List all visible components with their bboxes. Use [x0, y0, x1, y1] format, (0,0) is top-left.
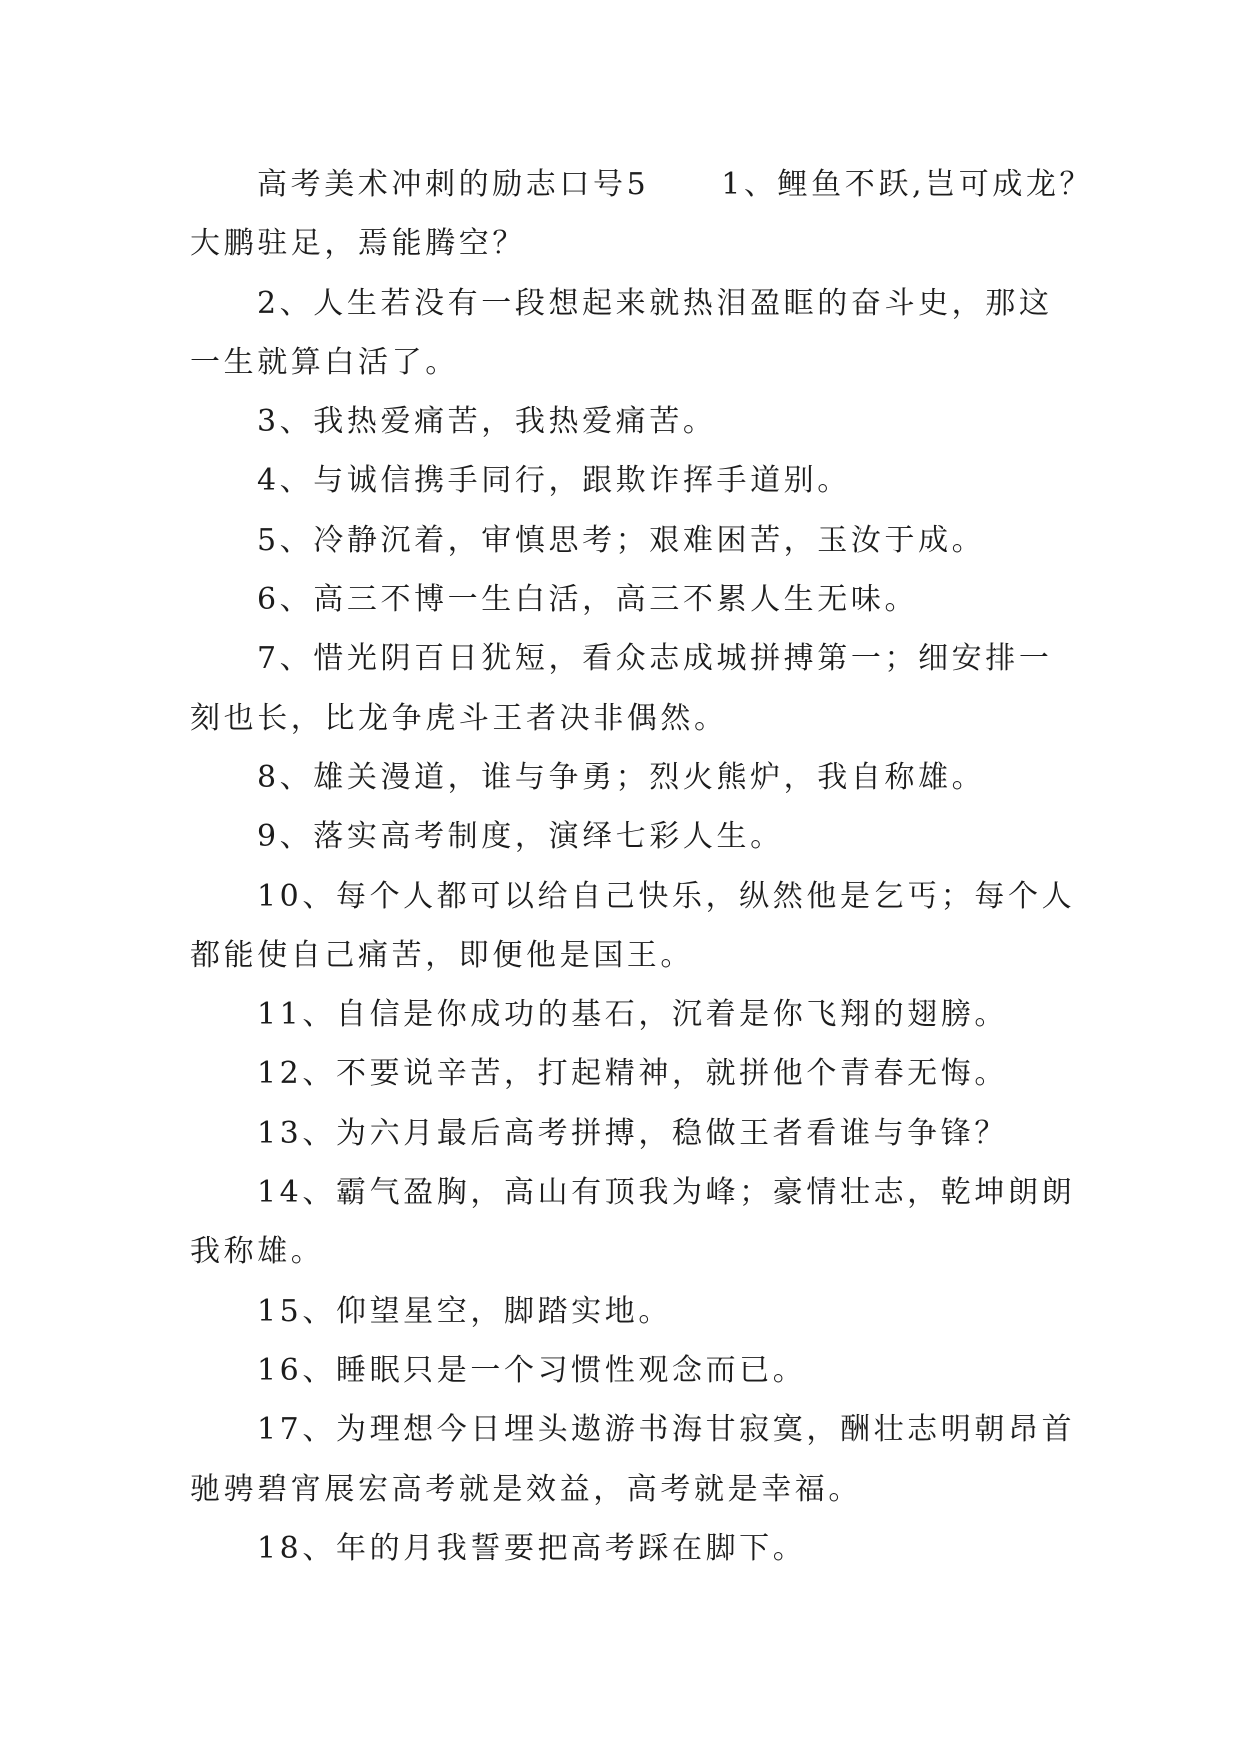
slogan-line: 3、我热爱痛苦，我热爱痛苦。 [257, 404, 717, 440]
document-title: 高考美术冲刺的励志口号5 [257, 167, 650, 202]
slogan-line: 12、不要说辛苦，打起精神，就拼他个青春无悔。 [257, 1056, 1008, 1092]
slogan-item-7 [190, 629, 1090, 748]
slogan-item-10 [190, 867, 1090, 986]
slogan-line: 14、霸气盈胸，高山有顶我为峰；豪情壮志，乾坤朗朗 [257, 1175, 1076, 1211]
slogan-line: 5、冷静沉着，审慎思考；艰难困苦，玉汝于成。 [257, 522, 986, 558]
slogan-line: 6、高三不博一生白活，高三不累人生无味。 [257, 582, 919, 618]
slogan-line: 16、睡眠只是一个习惯性观念而已。 [257, 1352, 807, 1388]
slogan-line: 都能使自己痛苦，即便他是国王。 [190, 937, 694, 973]
slogan-item-13 [190, 1104, 1090, 1163]
slogan-item-11 [190, 985, 1090, 1044]
slogan-line: 13、为六月最后高考拼搏，稳做王者看谁与争锋？ [257, 1115, 1008, 1151]
slogan-item-17 [190, 1400, 1090, 1519]
slogan-line: 11、自信是你成功的基石，沉着是你飞翔的翅膀。 [257, 997, 1008, 1033]
slogan-line: 9、落实高考制度，演绎七彩人生。 [257, 819, 784, 855]
slogan-item-14 [190, 1163, 1090, 1282]
title-line [190, 155, 1094, 214]
slogan-line: 17、为理想今日埋头遨游书海甘寂寞，酬壮志明朝昂首 [257, 1412, 1076, 1448]
slogan-item-4 [190, 451, 1090, 510]
slogan-line: 15、仰望星空，脚踏实地。 [257, 1293, 672, 1329]
slogan-line: 2、人生若没有一段想起来就热泪盈眶的奋斗史，那这 [257, 285, 1053, 321]
slogan-line: 大鹏驻足，焉能腾空？ [190, 226, 526, 262]
slogan-line: 驰骋碧宵展宏高考就是效益，高考就是幸福。 [190, 1471, 862, 1507]
slogan-line: 刻也长，比龙争虎斗王者决非偶然。 [190, 700, 728, 736]
slogan-item-3 [190, 392, 1090, 451]
slogan-item-8 [190, 748, 1090, 807]
slogan-line: 8、雄关漫道，谁与争勇；烈火熊炉，我自称雄。 [257, 759, 986, 795]
slogan-item-18 [190, 1519, 1090, 1578]
slogan-item-2 [190, 274, 1090, 393]
slogan-line: 18、年的月我誓要把高考踩在脚下。 [257, 1530, 807, 1566]
document-body [190, 155, 1094, 1578]
slogan-line: 1、鲤鱼不跃,岂可成龙？ [721, 167, 1094, 202]
slogan-item-12 [190, 1044, 1090, 1103]
slogan-line: 7、惜光阴百日犹短，看众志成城拼搏第一；细安排一 [257, 641, 1053, 677]
slogan-line: 一生就算白活了。 [190, 344, 459, 380]
slogan-line: 4、与诚信携手同行，跟欺诈挥手道别。 [257, 463, 851, 499]
slogan-item-16 [190, 1341, 1090, 1400]
slogan-item-5 [190, 511, 1090, 570]
slogan-item-9 [190, 807, 1090, 866]
slogan-line: 我称雄。 [190, 1234, 325, 1270]
slogan-item-15 [190, 1282, 1090, 1341]
slogan-item-1 [190, 155, 1094, 274]
slogan-item-6 [190, 570, 1090, 629]
slogan-line: 10、每个人都可以给自己快乐，纵然他是乞丐；每个人 [257, 878, 1076, 914]
